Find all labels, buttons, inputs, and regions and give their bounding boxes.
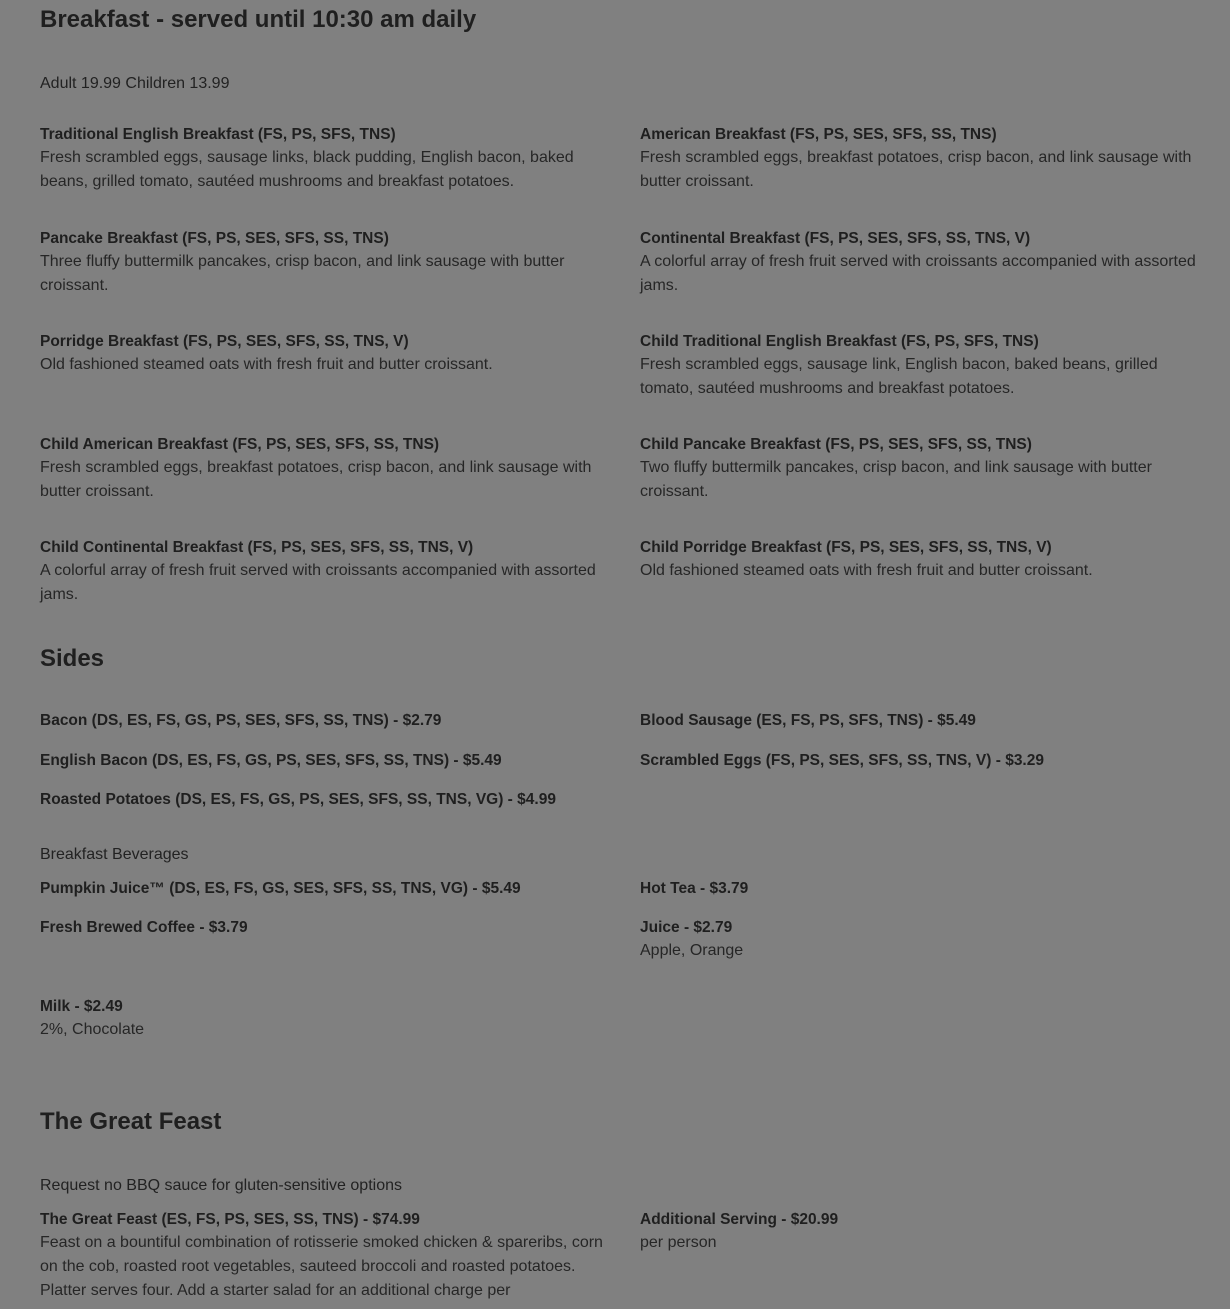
item-title: Porridge Breakfast (FS, PS, SES, SFS, SS, TNS, V) <box>40 333 409 350</box>
item-title: Child Pancake Breakfast (FS, PS, SES, SFS, SS, TNS) <box>640 436 1032 453</box>
beverage-item: Fresh Brewed Coffee - $3.79 <box>40 919 248 936</box>
item-description: Fresh scrambled eggs, sausage links, black pudding, English bacon, baked beans, grilled tomato, sautéed mushrooms and breakfast potatoes. <box>40 149 574 190</box>
side-item: Scrambled Eggs (FS, PS, SES, SFS, SS, TNS, V) - $3.29 <box>640 752 1044 769</box>
item-description: Two fluffy buttermilk pancakes, crisp bacon, and link sausage with butter croissant. <box>640 459 1152 500</box>
menu-item <box>640 331 1208 401</box>
item-title: Child Continental Breakfast (FS, PS, SES, SFS, SS, TNS, V) <box>40 539 474 556</box>
item-title: Milk - $2.49 <box>40 998 123 1015</box>
item-title: Continental Breakfast (FS, PS, SES, SFS, SS, TNS, V) <box>640 230 1031 247</box>
beverage-item <box>40 996 608 1042</box>
beverage-item <box>640 917 1208 963</box>
menu-item <box>40 537 608 607</box>
menu-item <box>40 331 608 377</box>
beverage-item: Pumpkin Juice™ (DS, ES, FS, GS, SES, SFS, SS, TNS, VG) - $5.49 <box>40 880 521 897</box>
item-description: per person <box>640 1234 717 1251</box>
breakfast-heading: Breakfast - served until 10:30 am daily <box>40 6 477 33</box>
feast-note: Request no BBQ sauce for gluten-sensitive options <box>40 1177 402 1194</box>
item-title: American Breakfast (FS, PS, SES, SFS, SS, TNS) <box>640 126 997 143</box>
item-title: Additional Serving - $20.99 <box>640 1211 839 1228</box>
item-description: Old fashioned steamed oats with fresh fruit and butter croissant. <box>640 562 1093 579</box>
menu-item <box>640 228 1208 298</box>
side-item: Blood Sausage (ES, FS, PS, SFS, TNS) - $5.49 <box>640 712 976 729</box>
item-title: Pancake Breakfast (FS, PS, SES, SFS, SS, TNS) <box>40 230 389 247</box>
item-description: Old fashioned steamed oats with fresh fruit and butter croissant. <box>40 356 493 373</box>
item-title: Child Porridge Breakfast (FS, PS, SES, SFS, SS, TNS, V) <box>640 539 1052 556</box>
menu-item <box>40 434 608 504</box>
menu-item <box>640 434 1208 504</box>
item-description: Three fluffy buttermilk pancakes, crisp bacon, and link sausage with butter croissant. <box>40 253 565 294</box>
item-title: Child Traditional English Breakfast (FS, PS, SFS, TNS) <box>640 333 1039 350</box>
menu-item <box>640 537 1208 583</box>
feast-item <box>40 1209 608 1303</box>
menu-item <box>640 124 1208 194</box>
item-title: The Great Feast (ES, FS, PS, SES, SS, TNS) - $74.99 <box>40 1211 420 1228</box>
beverages-subheading: Breakfast Beverages <box>40 846 189 863</box>
feast-heading: The Great Feast <box>40 1108 222 1135</box>
side-item: English Bacon (DS, ES, FS, GS, PS, SES, SFS, SS, TNS) - $5.49 <box>40 752 502 769</box>
side-item: Roasted Potatoes (DS, ES, FS, GS, PS, SES, SFS, SS, TNS, VG) - $4.99 <box>40 791 556 808</box>
item-description: A colorful array of fresh fruit served with croissants accompanied with assorted jams. <box>640 253 1196 294</box>
item-description: 2%, Chocolate <box>40 1021 145 1038</box>
feast-item <box>640 1209 1208 1255</box>
item-description: Fresh scrambled eggs, breakfast potatoes, crisp bacon, and link sausage with butter croissant. <box>40 459 592 500</box>
item-description: Fresh scrambled eggs, breakfast potatoes, crisp bacon, and link sausage with butter croissant. <box>640 149 1192 190</box>
item-description: Feast on a bountiful combination of rotisserie smoked chicken & spareribs, corn on the cob, roasted root vegetables, sauteed broccoli and roasted potatoes. Platter serves four. Add a starter salad for an additional charge per <box>40 1234 603 1299</box>
item-description: Fresh scrambled eggs, sausage link, English bacon, baked beans, grilled tomato, sautéed mushrooms and breakfast potatoes. <box>640 356 1158 397</box>
item-description: Apple, Orange <box>640 942 744 959</box>
breakfast-pricing: Adult 19.99 Children 13.99 <box>40 75 230 92</box>
item-title: Juice - $2.79 <box>640 919 733 936</box>
beverage-item: Hot Tea - $3.79 <box>640 880 749 897</box>
item-description: A colorful array of fresh fruit served with croissants accompanied with assorted jams. <box>40 562 596 603</box>
menu-item <box>40 124 608 194</box>
menu-item <box>40 228 608 298</box>
item-title: Child American Breakfast (FS, PS, SES, SFS, SS, TNS) <box>40 436 440 453</box>
sides-heading: Sides <box>40 645 105 672</box>
item-title: Traditional English Breakfast (FS, PS, SFS, TNS) <box>40 126 396 143</box>
side-item: Bacon (DS, ES, FS, GS, PS, SES, SFS, SS, TNS) - $2.79 <box>40 712 442 729</box>
